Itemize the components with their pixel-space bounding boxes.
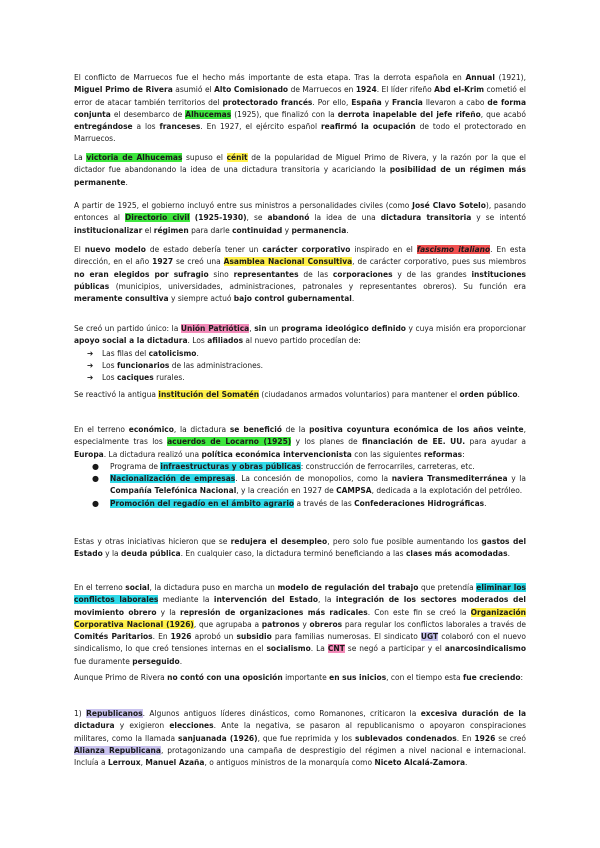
paragraph-oposicion: Aunque Primo de Rivera no contó con una oposición importante en sus inicios, con el tiempo esta fue creciendo: bbox=[74, 673, 524, 682]
list-item: ● Nacionalización de empresas. La concesión de monopolios, como la naviera Transmediterránea y la Compañía Telefónica Nacional, y la creación en 1927 de CAMPSA, dedicada a la explotación del petróleo. bbox=[92, 474, 526, 496]
highlight-locarno: acuerdos de Locarno (1925) bbox=[167, 437, 292, 447]
highlight-infraestructuras: infraestructuras y obras públicas bbox=[160, 461, 301, 471]
afiliados-list bbox=[74, 348, 526, 385]
highlight-victoria: victoria de Alhucemas bbox=[86, 153, 183, 162]
paragraph-union-patriotica: Se creó un partido único: la Unión Patriótica, sin un programa ideológico definido y cuya misión era proporcionar apoyo social a la dictadura. Los afiliados al nuevo partido procedían de: ➔ Las filas del catolicismo. ➔ Los funcionarios de las administraciones. ➔ Los caciques rurales. bbox=[74, 323, 526, 384]
highlight-republicanos: Republicanos bbox=[86, 709, 143, 718]
highlight-asamblea: Asamblea Nacional Consultiva bbox=[223, 257, 353, 267]
paragraph-economico: En el terreno económico, la dictadura se benefició de la positiva coyuntura económica de los años veinte, especialmente tras los acuerdos de Locarno (1925) y los planes de financiación de EE. UU. para ayudar a Europa. La dictadura realizó una política económica intervencionista con las siguientes reformas: ● Programa de infraestructuras y obras públicas: construcción de ferrocarriles, carreteras, etc. ● Nacionalización de empresas. La concesión de monopolios, como la naviera Transmediterránea y la Compañía Telefónica Nacional, y la creación en 1927 de CAMPSA, dedicada a la explotación del petróleo. ● Promoción del regadío en el ámbito agrario a través de las Confederaciones Hidrográficas. bbox=[74, 424, 526, 510]
paragraph-social: En el terreno social, la dictadura puso en marcha un modelo de regulación del trabajo que pretendía eliminar los conflictos laborales mediante la intervención del Estado, la integración de los sectores moderados del movimiento obrero y la represión de organizaciones más radicales. Con este fin se creó la Organización Corporativa Nacional (1926), que agrupaba a patronos y obreros para regular los conflictos laborales a través de Comités Paritarios. En 1926 aprobó un subsidio para familias numerosas. El sindicato UGT colaboró con el nuevo sindicalismo, lo que creó tensiones internas en el socialismo. La CNT se negó a participar y el anarcosindicalismo fue duramente perseguido. bbox=[74, 583, 527, 666]
paragraph-nuevo-modelo: El nuevo modelo de estado debería tener un carácter corporativo inspirado en el fascismo italiano. En esta dirección, en el año 1927 se creó una Asamblea Nacional Consultiva, de carácter corporativo, pues sus miembros no eran elegidos por sufragio sino representantes de las corporaciones y de las grandes instituciones públicas (municipios, universidades, administraciones, patronales y representantes obreros). Su función era meramente consultiva y siempre actuó bajo control gubernamental. bbox=[74, 245, 527, 304]
arrow-icon: ➔ bbox=[87, 360, 94, 370]
highlight-regadio: Promoción del regadío en el ámbito agrario bbox=[110, 498, 295, 508]
paragraph-somaten: Se reactivó la antigua institución del Somatén (ciudadanos armados voluntarios) para mantener el orden público. bbox=[74, 390, 520, 399]
highlight-organizacion-corporativa: Organización Corporativa Nacional (1926) bbox=[74, 607, 527, 629]
list-item: ● Programa de infraestructuras y obras públicas: construcción de ferrocarriles, carreteras, etc. bbox=[74, 461, 526, 473]
highlight-cenit: cénit bbox=[226, 153, 248, 162]
list-item: ➔ Los caciques rurales. bbox=[74, 372, 526, 384]
highlight-directorio: Directorio civil bbox=[125, 213, 190, 223]
highlight-union-patriotica: Unión Patriótica bbox=[180, 324, 250, 333]
highlight-alianza-republicana: Alianza Republicana bbox=[74, 745, 161, 755]
list-item: ● Promoción del regadío en el ámbito agrario a través de las Confederaciones Hidrográficas. bbox=[74, 498, 526, 510]
highlight-fascismo: fascismo italiano bbox=[416, 245, 491, 254]
list-item: ➔ Las filas del catolicismo. bbox=[74, 348, 526, 360]
highlight-alhucemas: Alhucemas bbox=[185, 109, 232, 119]
highlight-nacionalizacion: Nacionalización de empresas bbox=[110, 474, 236, 484]
arrow-icon: ➔ bbox=[87, 373, 94, 383]
bullet-icon: ● bbox=[92, 498, 99, 508]
paragraph-marruecos: El conflicto de Marruecos fue el hecho más importante de esta etapa. Tras la derrota española en Annual (1921), Miguel Primo de Rivera asumió el Alto Comisionado de Marruecos en 1924. El líder rifeño Abd el-Krim cometió el error de atacar también territorios del protectorado francés. Por ello, España y Francia llevaron a cabo de forma conjunta el desembarco de Alhucemas (1925), que finalizó con la derrota inapelable del jefe rifeño, que acabó entregándose a los franceses. En 1927, el ejército español reafirmó la ocupación de todo el protectorado en Marruecos. bbox=[74, 73, 527, 144]
paragraph-directorio: A partir de 1925, el gobierno incluyó entre sus ministros a personalidades civiles (como José Clavo Sotelo), pasando entonces al Directorio civil (1925-1930), se abandonó la idea de una dictadura transitoria y se intentó institucionalizar el régimen para darle continuidad y permanencia. bbox=[74, 201, 527, 235]
bullet-icon: ● bbox=[92, 461, 99, 471]
highlight-cnt: CNT bbox=[327, 644, 345, 654]
paragraph-desempleo: Estas y otras iniciativas hicieron que se redujera el desempleo, pero solo fue posible aumentando los gastos del Estado y la deuda pública. En cualquier caso, la dictadura terminó beneficiando a las clases más acomodadas. bbox=[74, 537, 527, 559]
arrow-icon: ➔ bbox=[87, 348, 94, 358]
highlight-somaten: institución del Somatén bbox=[158, 390, 260, 399]
highlight-ugt: UGT bbox=[420, 632, 439, 642]
paragraph-republicanos: 1) Republicanos. Algunos antiguos líderes dinásticos, como Romanones, criticaron la excesiva duración de la dictadura y exigieron elecciones. Ante la negativa, se pasaron al republicanismo o apoyaron conspiraciones militares, como la llamada sanjuanada (1926), que fue reprimida y los sublevados condenados. En 1926 se creó Alianza Republicana, protagonizando una campaña de desprestigio del régimen a nivel nacional e internacional. Incluía a Lerroux, Manuel Azaña, o antiguos ministros de la monarquía como Niceto Alcalá-Zamora. bbox=[74, 709, 526, 768]
paragraph-victoria: La victoria de Alhucemas supuso el cénit de la popularidad de Miguel Primo de Rivera, y la razón por la que el dictador fue abandonando la idea de una dictadura transitoria y acariciando la posibilidad de un régimen más permanente. bbox=[74, 153, 526, 187]
highlight-eliminar-conflictos: eliminar los conflictos laborales bbox=[74, 583, 526, 605]
list-item: ➔ Los funcionarios de las administraciones. bbox=[74, 360, 526, 372]
reformas-list bbox=[74, 461, 526, 510]
bullet-icon: ● bbox=[92, 474, 99, 484]
